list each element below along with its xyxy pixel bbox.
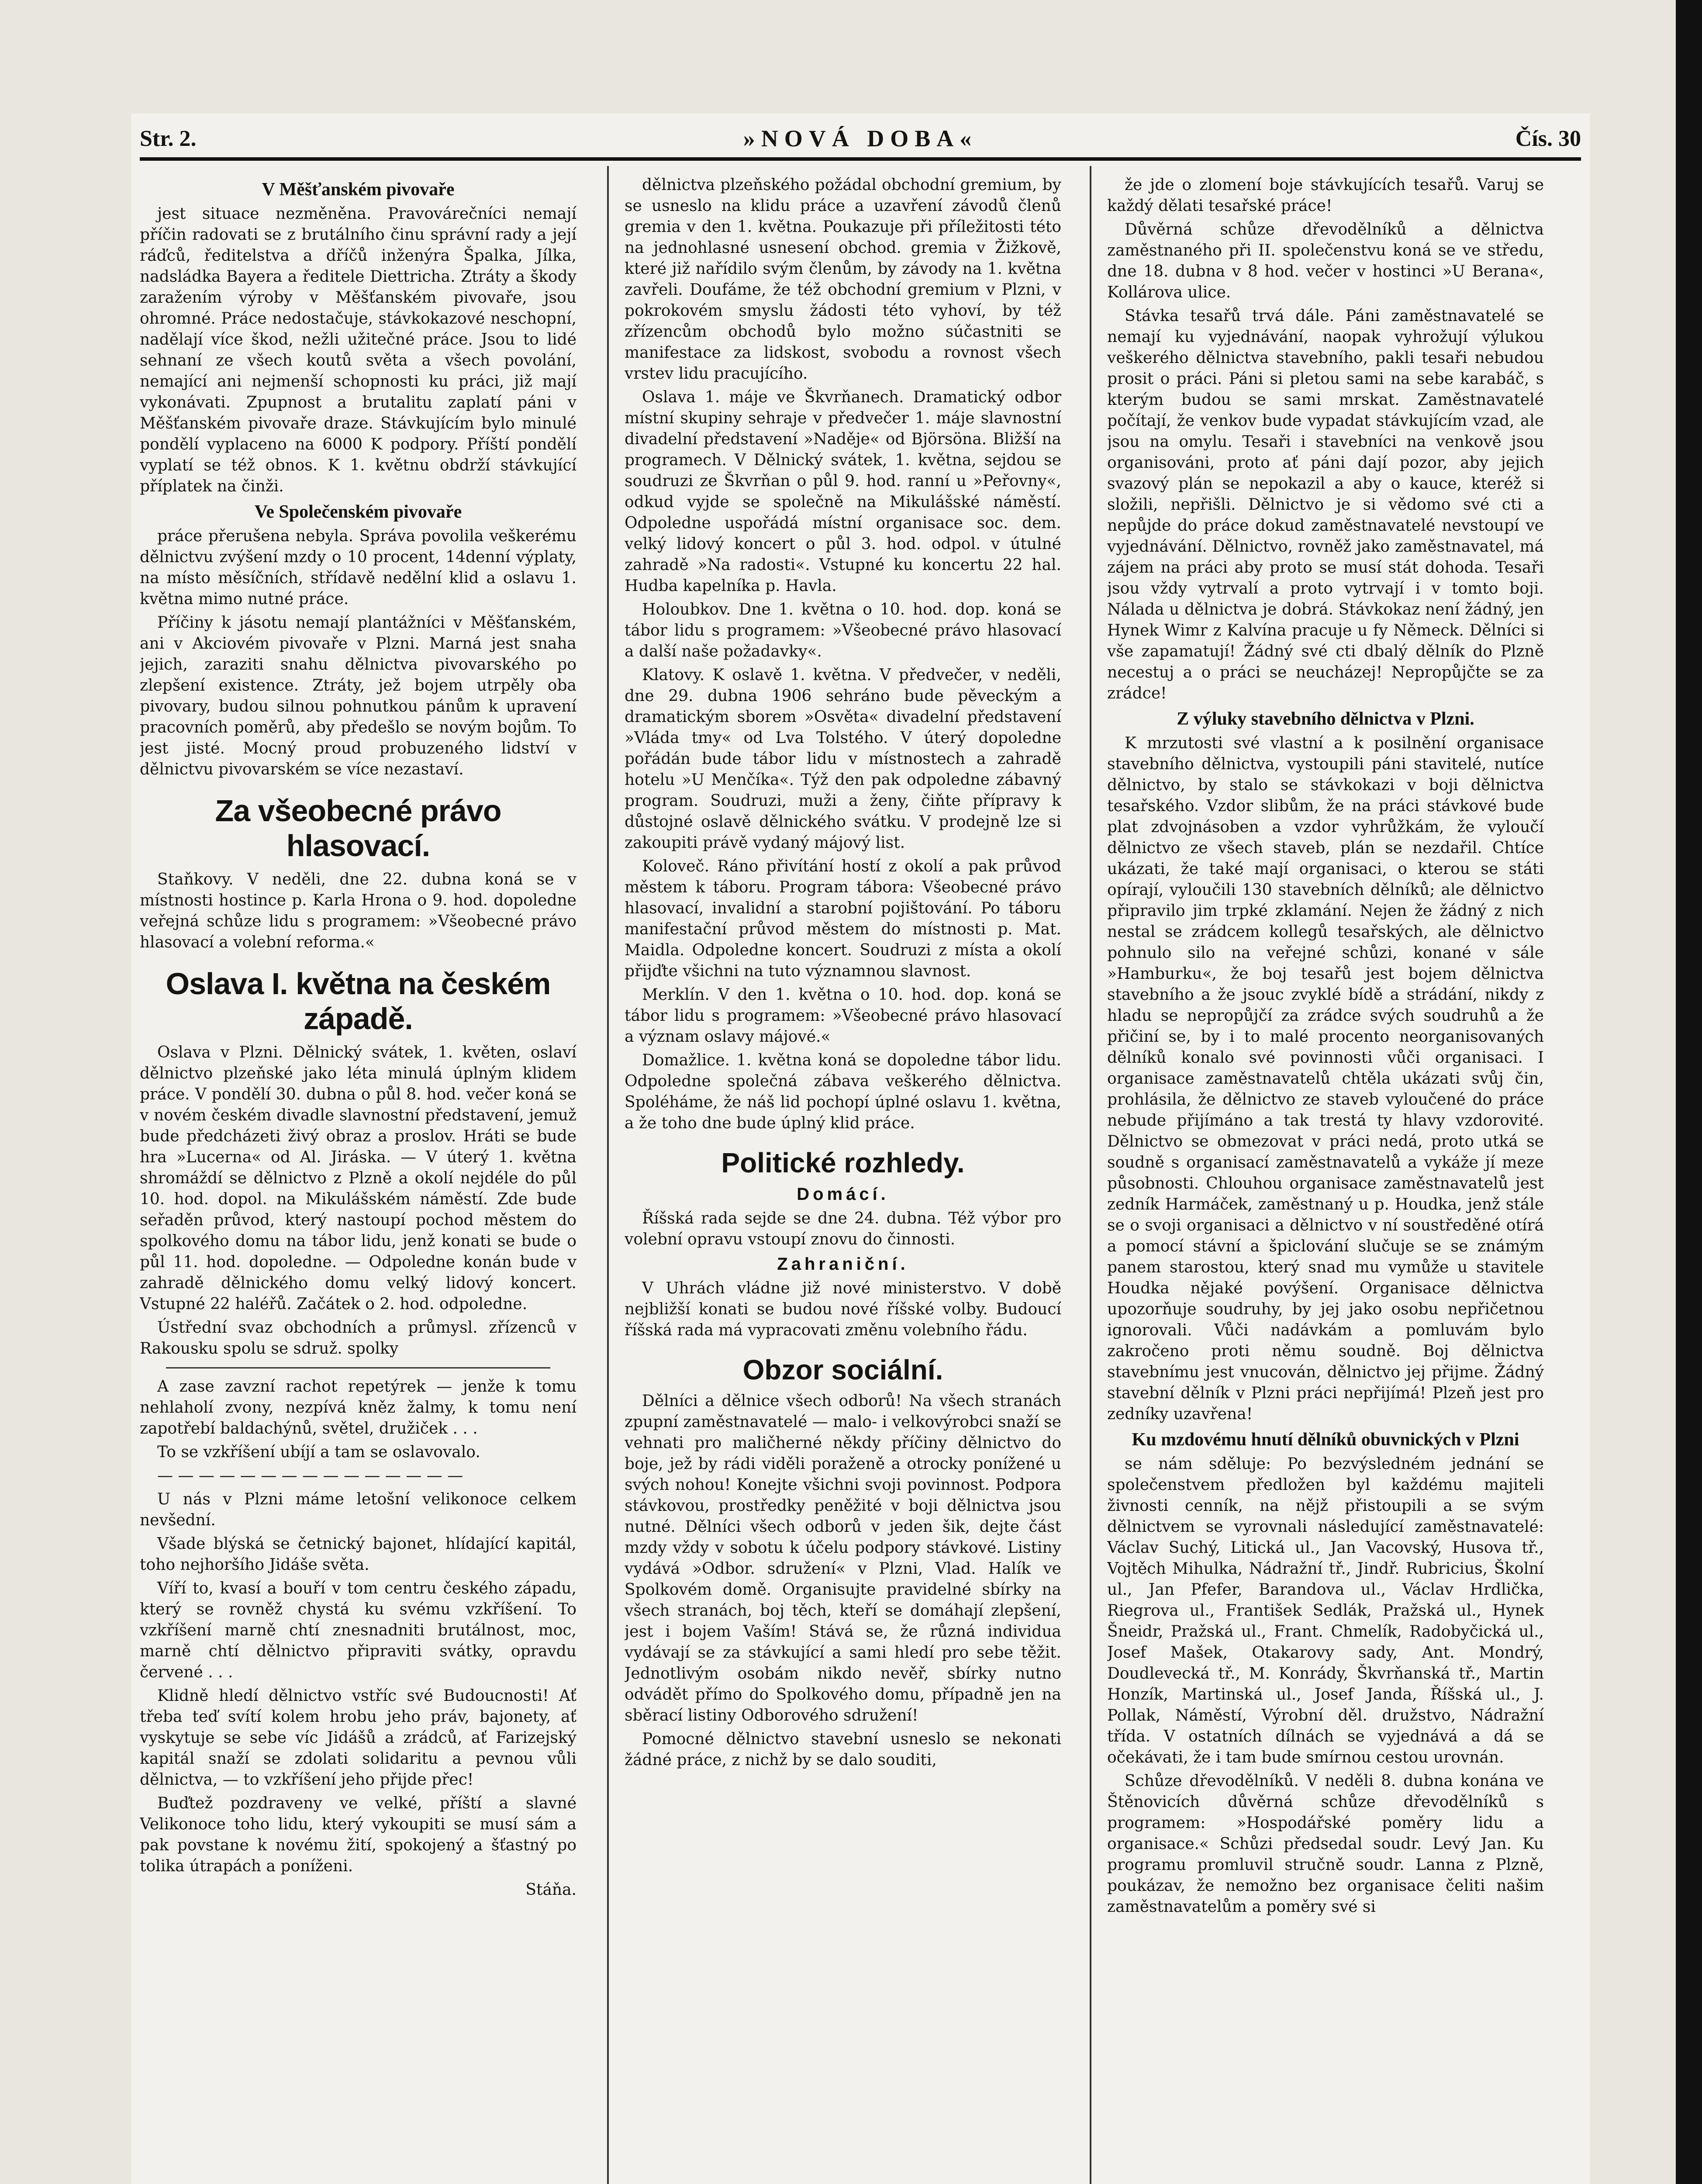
paragraph: Stávka tesařů trvá dále. Páni zaměstnavatelé se nemají ku vyjednávání, naopak vyhrožují výlukou veškerého dělnictva stavebního, pakli tesaři nebudou prosit o práci. Páni si pletou sami na sebe karabáč, s kterým budou se sami mrskat. Zaměstnavatelé počítají, že venkov bude vypadat stávkujícím vzad, ale jsou na omylu. Tesaři i stavebníci na venkově jsou organisováni, proto ať páni dají pozor, aby jejich svazový plán se nepokazil a aby o kauce, kteréž si složili, nepřišli. Dělnictvo je si vědomo své cti a nepůjde do práce dokud zaměstnavatelé nevstoupí ve vyjednávání. Dělnictvo, rovněž jako zaměstnavatel, má zájem na práci aby proto se musí stát dohoda. Tesaři jsou vždy vytrvalí a proto vytrvají i v tomto boji. Nálada u dělnictva je dobrá. Stávkokaz není žádný, jen Hynek Wimr z Kalvína pracuje u fy Německ. Dělníci si vše zapamatují! Žádný své cti dbalý dělník do Plzně necestuj a o práci se neucházej! Nepropůjčte se za zrádce! bbox=[1107, 307, 1544, 702]
paragraph: dělnictva plzeňského požádal obchodní gremium, by se usneslo na klidu práce a uzavření závodů členů gremia v den 1. května. Poukazuje při příležitosti této na jednohlasné usnesení obchod. gremia v Žižkově, které již nařídilo svým členům, by závody na 1. května zavřeli. Doufáme, že též obchodní gremium v Plzni, v pokrokovém smyslu žádosti této vyhoví, by též zřízencům obchodů bylo možno súčastniti se manifestace za lidskost, svobodu a rovnost všech vrstev lidu pracujícího. bbox=[625, 176, 1061, 383]
paragraph: Dělníci a dělnice všech odborů! Na všech stranách zpupní zaměstnavatelé — malo- i velkovýrobci snaží se vehnati pro maličherné někdy příčiny dělnictvo do boje, jež by rádi viděli poraženě a otrocky ponížené u svých nohou! Konejte všichni svoji povinnost. Podpora stávkovou, prostředky peněžité v boji dělnictva jsou nutné. Dělníci všech odborů v jeden šik, dejte část mzdy vždy v sobotu k účelu podpory stávkové. Listiny vydává »Odbor. sdružení« v Plzni, Vlad. Halík ve Spolkovém domě. Organisujte pravidelné sbírky na všech stranách, boj těch, kteří se domáhají zlepšení, jest i bojem Vaším! Stává se, že různá individua vydávají se za stávkující a sami hledí pro sebe těžit. Jednotlivým osobám nikdo nevěř, sbírky nutno odvádět přímo do Spolkového domu, případně jen na sběrací listiny Odborového sdružení! bbox=[625, 1392, 1061, 1724]
paragraph: Buďtež pozdraveny ve velké, příští a slavné Velikonoce toho lidu, který vykoupiti se musí sám a pak povstane k novému žití, spokojený a šťastný po tolika útrapách a poníženi. bbox=[140, 1794, 577, 1875]
paragraph: Schůze dřevodělníků. V neděli 8. dubna konána ve Štěnovicích důvěrná schůze dřevodělníků s programem: »Hospodářské poměry lidu a organisace.« Schůzi předsedal soudr. Levý Jan. Ku programu promluvil stručně soudr. Lanna z Plzně, poukázav, že nemožno bez organisace čeliti našim zaměstnavatelům a poměry své si bbox=[1107, 1772, 1544, 1916]
paragraph: Koloveč. Ráno přivítání hostí z okolí a pak průvod městem k táboru. Program tábora: Všeobecné právo hlasovací, invalidní a starobní pojištování. Po táboru manifestační průvod městem do místnosti p. Mat. Maidla. Odpoledne koncert. Soudruzi z místa a okolí přijďte všichni na tuto významnou slavnost. bbox=[625, 857, 1061, 980]
column-1 bbox=[140, 175, 577, 2184]
paragraph: Ústřední svaz obchodních a průmysl. zřízenců v Rakousku spolu se sdruž. spolky bbox=[140, 1319, 577, 1358]
section-heading: Ku mzdovému hnutí dělníků obuvnických v Plzni bbox=[1132, 1430, 1519, 1450]
headline: Oslava I. května na českém západě. bbox=[166, 967, 551, 1036]
paragraph: Domažlice. 1. května koná se dopoledne tábor lidu. Odpoledne společná zábava veškerého dělnictva. Spoléháme, že náš lid pochopí úplné oslavu 1. května, a že toho dne bude úplný klid práce. bbox=[625, 1051, 1061, 1132]
paragraph: jest situace nezměněna. Pravovárečníci nemají příčin radovati se z brutálního činu správní rady a její ráďců, ředitelstva a dříčů inženýra Špalka, Jílka, nadsládka Bayera a ředitele Diettricha. Ztráty a škody zaražením výroby v Měšťanském pivovaře, jsou ohromné. Práce nedostačuje, stávkokazové neschopní, nadělají více škod, nežli užitečné práce. Jsou to lidé sehnaní ze všech koutů světa a všech povolání, nemající ani nejmenší schopnosti ku práci, již mají vykonávati. Zpupnost a brutalitu zaplatí páni v Měšťanském pivovaře draze. Stávkujícím bylo minulé pondělí vyplaceno na 6000 K podpory. Příští pondělí vyplatí se též obnos. K 1. květnu obdrží stávkující příplatek na činži. bbox=[140, 205, 577, 495]
column-divider bbox=[1090, 166, 1091, 2184]
headline: Za všeobecné právo hlasovací. bbox=[215, 794, 501, 863]
signature: Stáňa. bbox=[525, 1881, 577, 1899]
paragraph: U nás v Plzni máme letošní velikonoce celkem nevšední. bbox=[140, 1490, 577, 1529]
newspaper-title: »NOVÁ DOBA« bbox=[743, 125, 978, 152]
paragraph: K mrzutosti své vlastní a k posilnění organisace stavebního dělnictva, vystoupili páni stavitelé, nutíce dělnictvo, by stalo se stávkokazi v boji dělnictva tesařského. Vzdor slibům, že na práci stávkové bude plat zdvojnásoben a vzdor vyhrůžkám, že vyloučí dělnictvo ze všech staveb, plán se nezdařil. Chtíce ukázati, že také mají organisaci, o kterou se státi opírají, vyloučili 130 stavebních dělníků; ale dělnictvo připravilo jim trpké zklamání. Nejen že žádný z nich nestal se zrádcem kollegů tesařských, ale dělnictvo pohnulo silo na veřejné schůzi, konané v sále »Hamburku«, že boj tesařů jest bojem dělnictva stavebního a že jsouc zvyklé bídě a strádání, nikdy z hladu se nepropůjčí za zrádce svých soudruhů a že přičiní se, by i to malé procento neorganisovaných dělníků konalo své povinnosti vůči organisaci. I organisace zaměstnavatelů chtěla ukázati svůj čin, prohlásila, že dělnictvo ze staveb vyloučené do práce nebude přijímáno a tak trestá ty hlavy vzdorovité. Dělnictvo se obmezovat v práci nedá, proto utká se soudně s organisací zaměstnavatelů a vykáže jí meze působnosti. Chlouhou organisace zaměstnavatelů jest zedník Harmáček, zaměstnaný u p. Houdka, jenž stále se o svoji organisaci a dělnictvo v ní soustředěné otírá a pomocí stávní a špiclování slučuje se se známým panem starostou, který snad mu vymůže u stavitele Houdka nějaké povýšení. Organisace dělnictva upozorňuje soudruhy, by jej jako osobu nepřičetnou ignorovali. Vůči nadávkám a pomluvám bylo zakročeno proti němu soudně. Boj dělnictva stavebnímu jest vnucován, dělnictvo jej přijme. Žádný stavební dělník v Plzni práci nepřijímá! Plzeň jest pro zedníky uzavřena! bbox=[1107, 734, 1544, 1423]
paragraph: Merklín. V den 1. května o 10. hod. dop. koná se tábor lidu s programem: »Všeobecné právo hlasovací a význam oslavy májové.« bbox=[625, 986, 1061, 1046]
paragraph: A zase zavzní rachot repetýrek — jenže k tomu nehlaholí zvony, nezpívá kněz žalmy, k tomu není zapotřebí baldachýnů, světel, družiček . . . bbox=[140, 1378, 577, 1438]
page-header bbox=[140, 122, 1581, 162]
paragraph: Klidně hledí dělnictvo vstříc své Budoucnosti! Ať třeba teď svítí kolem hrobu jeho práv, bajonety, ať vyskytuje se sebe víc Jidášů a zrádců, ať Farizejský kapitál snaží se zdolati solidaritu a pevnou vůli dělnictva, — to vzkříšení jeho přijde přec! bbox=[140, 1687, 577, 1789]
paragraph: Pomocné dělnictvo stavební usneslo se nekonati žádné práce, z nichž by se dalo souditi, bbox=[625, 1730, 1061, 1769]
paragraph: že jde o zlomení boje stávkujících tesařů. Varuj se každý dělati tesařské práce! bbox=[1107, 176, 1544, 215]
paragraph: Staňkovy. V neděli, dne 22. dubna koná se v místnosti hostince p. Karla Hrona o 9. hod. dopoledne veřejná schůze lidu s programem: »Všeobecné právo hlasovací a volební reforma.« bbox=[140, 871, 577, 951]
paragraph: Říšská rada sejde se dne 24. dubna. Též výbor pro volební opravu vstoupí znovu do činnosti. bbox=[625, 1209, 1061, 1248]
paragraph: Oslava v Plzni. Dělnický svátek, 1. květen, oslaví dělnictvo plzeňské jako léta minulá úplným klidem práce. V pondělí 30. dubna o půl 8. hod. večer koná se v novém českém divadle slavnostní představení, jemuž bude předcházeti živý obraz a proslov. Hráti se bude hra »Lucerna« od Al. Jiráska. — V úterý 1. května shromáždí se dělnictvo z Plzně a okolí nejdéle do půl 10. hod. dopol. na Mikulášském náměstí. Zde bude seřaděn průvod, který nastoupí pochod městem do spolkového domu na tábor lidu, jenž konati se bude o půl 11. hod. dopoledne. — Odpoledne konán bude v zahradě dělnického domu velký lidový koncert. Vstupné 22 haléřů. Začátek o 2. hod. odpoledne. bbox=[140, 1044, 577, 1313]
issue-number: Čís. 30 bbox=[1515, 126, 1581, 151]
paragraph: práce přerušena nebyla. Správa povolila veškerému dělnictvu zvýšení mzdy o 10 procent, 14denní výplaty, na místo měsíčních, střídavě nedělní klid a oslavu 1. května mimo nutné práce. bbox=[140, 527, 577, 608]
section-heading: Z výluky stavebního dělnictva v Plzni. bbox=[1177, 709, 1474, 729]
header-rule bbox=[140, 157, 1581, 161]
headline: Obzor sociální. bbox=[742, 1354, 943, 1386]
subheading: Zahraniční. bbox=[777, 1254, 909, 1274]
page-number: Str. 2. bbox=[140, 126, 197, 151]
subheading: Domácí. bbox=[797, 1185, 889, 1204]
paragraph: Důvěrná schůze dřevodělníků a dělnictva zaměstnaného při II. společenstvu koná se ve středu, dne 18. dubna v 8 hod. večer v hostinci »U Berana«, Kollárova ulice. bbox=[1107, 221, 1544, 301]
paragraph: se nám sděluje: Po bezvýsledném jednání se společenstvem předložen byl každému majiteli živnosti cenník, na nějž přistoupili a se svým dělnictvem se vyrovnali následující zaměstnavatelé: Václav Suchý, Litická ul., Jan Vacovský, Husova tř., Vojtěch Mihulka, Nádražní tř., Jindř. Rubricius, Školní ul., Jan Pfefer, Barandova ul., Václav Hrdlička, Riegrova ul., František Sedlák, Pražská ul., Hynek Šneidr, Pražská ul., Frant. Chmelík, Radobyčická ul., Josef Mašek, Otakarovy sady, Ant. Mondrý, Doudlevecká tř., M. Konrády, Škvrňanská tř., Martin Honzík, Martinská ul., Josef Janda, Říšská ul., J. Pollak, Náměstí, Výrobní děl. družstvo, Nádražní třída. V ostatních dílnách se vyjednává a dá se očekávati, že i tam bude smírnou cestou urovnán. bbox=[1107, 1455, 1544, 1766]
scan-edge bbox=[1676, 0, 1702, 2184]
column-3 bbox=[1107, 175, 1544, 2184]
paragraph: To se vzkříšení ubíjí a tam se oslavovalo. bbox=[157, 1443, 480, 1461]
divider bbox=[166, 1367, 550, 1368]
column-divider bbox=[607, 166, 609, 2184]
paragraph: Víří to, kvasí a bouří v tom centru českého západu, který se rovněž chystá ku svému vzkříšení. To vzkříšení marně chtí znesnadniti brutálnost, moc, marně chtí dělnictvo připraviti svátky, opravdu červené . . . bbox=[140, 1579, 577, 1681]
paragraph: Holoubkov. Dne 1. května o 10. hod. dop. koná se tábor lidu s programem: »Všeobecné právo hlasovací a další naše požadavky«. bbox=[625, 601, 1061, 660]
column-2 bbox=[625, 175, 1061, 2184]
paragraph: Všade blýská se četnický bajonet, hlídající kapitál, toho nejhoršího Jidáše světa. bbox=[140, 1535, 577, 1574]
paragraph: Příčiny k jásotu nemají plantážníci v Měšťanském, ani v Akciovém pivovaře v Plzni. Marná jest snaha jejich, zaraziti snahu dělnictva pivovarského po zlepšení existence. Ztráty, jež bojem utrpěly oba pivovary, budou silnou pohnutkou pánům k upravení pracovních poměrů, aby předešlo se novým bojům. To jest jisté. Mocný proud probuzeného lidství v dělnictvu pivovarském se více nezastaví. bbox=[140, 614, 577, 778]
paragraph: Klatovy. K oslavě 1. května. V předvečer, v neděli, dne 29. dubna 1906 sehráno bude pěveckým a dramatickým sborem »Osvěta« divadelní představení »Vláda tmy« od Lva Tolstého. V úterý dopoledne pořádán bude tábor lidu v místnostech a zahradě hotelu »U Menčíka«. Týž den pak odpoledne zábavný program. Soudruzi, muži a ženy, čiňte přípravy k důstojné oslavě dělnického svátku. V prodejně lze si zakoupiti právě vydaný májový list. bbox=[625, 666, 1061, 852]
headline: Politické rozhledy. bbox=[721, 1147, 965, 1178]
dash-line: — — — — — — — — — — — — — — — bbox=[157, 1467, 463, 1485]
paragraph: V Uhrách vládne již nové ministerstvo. V době nejbližší konati se budou nové říšské volby. Budoucí říšská rada má vypracovati změnu volebního řádu. bbox=[625, 1279, 1061, 1339]
paragraph: Oslava 1. máje ve Škvrňanech. Dramatický odbor místní skupiny sehraje v předvečer 1. máje slavnostní divadelní představení »Naděje« od Björsöna. Bližší na programech. V Dělnický svátek, 1. května, sejdou se soudruzi ze Škvrňan o půl 9. hod. ranní u »Peřovny«, odkud vyjde se společně na Mikulášské náměstí. Odpoledne uspořádá místní organisace soc. dem. velký lidový koncert o půl 3. hod. odpol. v útulné zahradě »Na radosti«. Vstupné ku koncertu 22 hal. Hudba kapelníka p. Havla. bbox=[625, 388, 1061, 595]
section-heading: V Měšťanském pivovaře bbox=[262, 180, 455, 200]
section-heading: Ve Společenském pivovaře bbox=[254, 502, 462, 522]
